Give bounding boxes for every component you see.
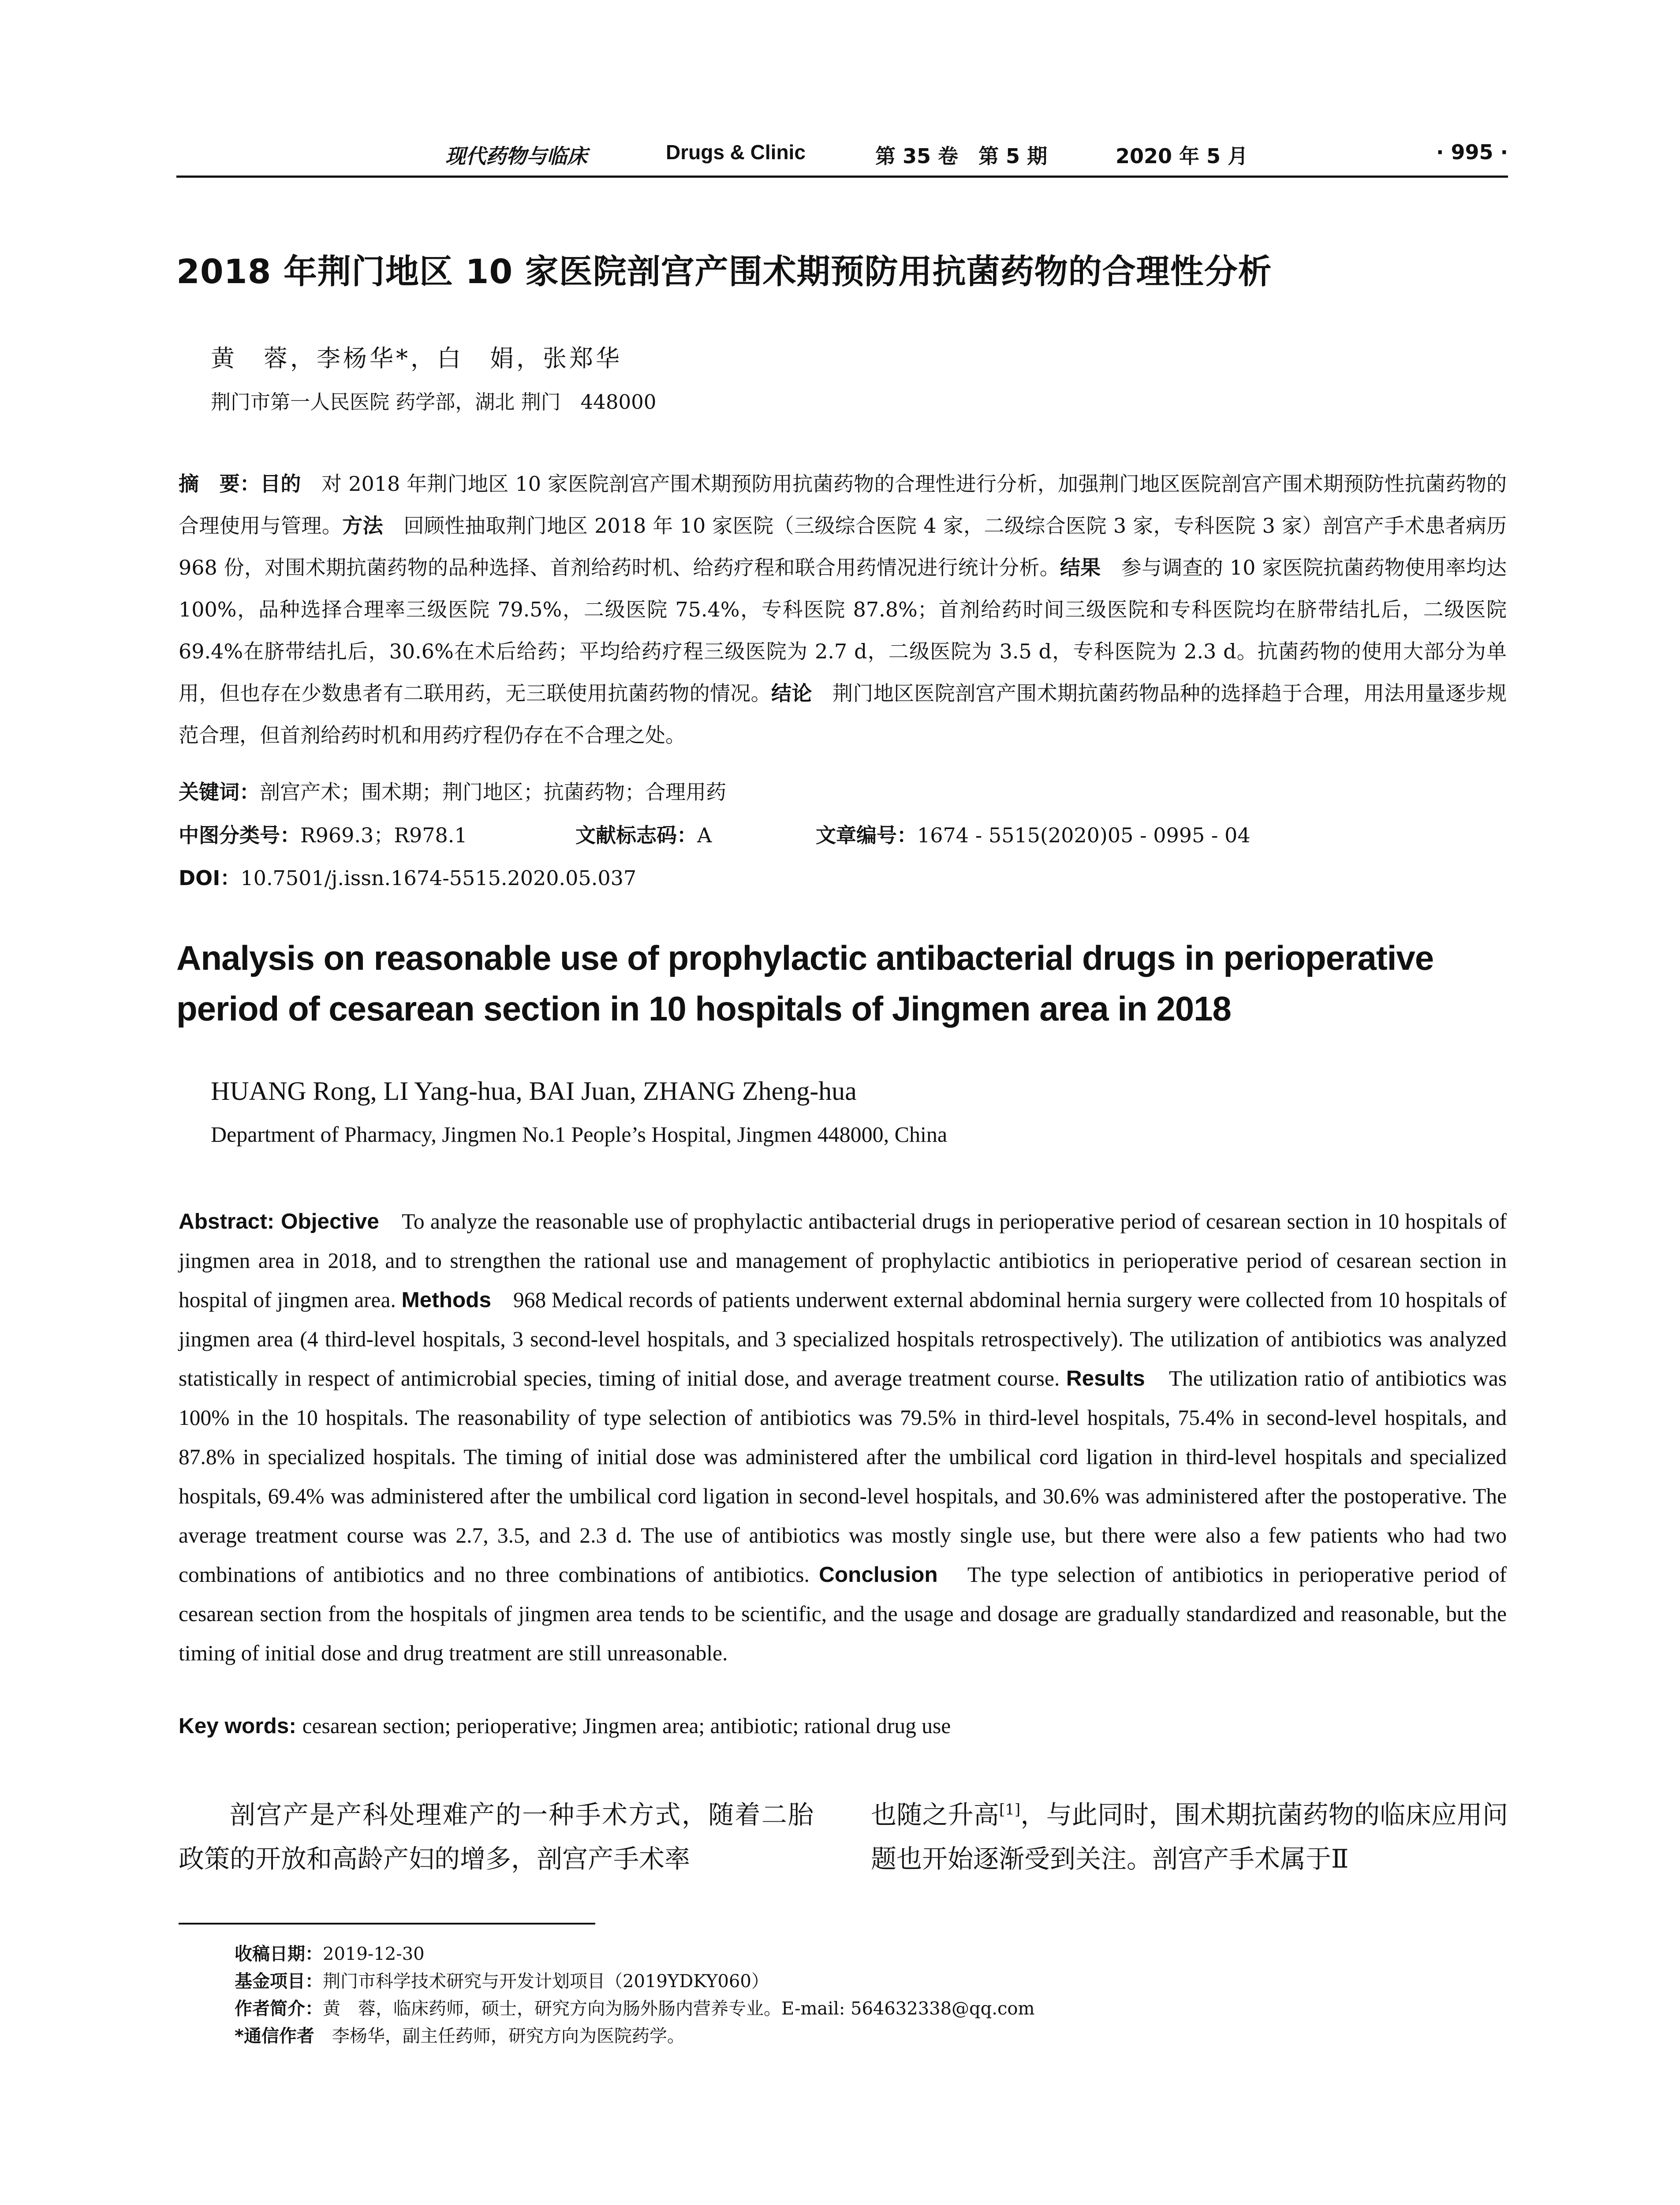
doc-code-value: A	[697, 823, 712, 847]
conclusion-cn-label: 结论	[771, 681, 812, 705]
footnote-fund	[235, 1968, 1034, 1995]
doi-label: DOI：	[179, 866, 241, 890]
abstract-en-label: Abstract:	[179, 1209, 281, 1233]
objective-en-label: Objective	[280, 1209, 379, 1233]
keywords-cn	[179, 776, 726, 805]
keywords-cn-label: 关键词：	[179, 780, 260, 804]
objective-cn-label: 目的	[260, 472, 301, 496]
body-column-right	[871, 1793, 1508, 1881]
footnote-corresponding	[235, 2022, 1034, 2050]
results-cn-label: 结果	[1060, 556, 1101, 579]
doc-code-label: 文献标志码：	[575, 823, 697, 847]
footnote-received	[235, 1940, 1034, 1968]
affiliation-en: Department of Pharmacy, Jingmen No.1 People’s Hospital, Jingmen 448000, China	[211, 1122, 948, 1147]
bio-value: 黄 蓉，临床药师，硕士，研究方向为肠外肠内营养专业。E-mail: 564632338@qq.com	[323, 1999, 1035, 2019]
body-right-text-b: ，与此同时，围术期抗菌药物的临床应用问题也开始逐渐受到关注。剖宫产手术属于Ⅱ	[871, 1800, 1508, 1874]
keywords-en-value: cesarean section; perioperative; Jingmen area; antibiotic; rational drug use	[302, 1714, 951, 1738]
methods-en-label: Methods	[401, 1288, 491, 1312]
affiliation-cn: 荆门市第一人民医院 药学部，湖北 荆门 448000	[211, 390, 657, 414]
issue-date: 2020 年 5 月	[1116, 144, 1248, 168]
methods-en-text: 968 Medical records of patients underwent external abdominal hernia surgery were collected from 10 hospitals of jingmen area (4 third-level hospitals, 3 second-level hospitals, and 3 specialized hospitals retrospectively). The utilization of antibiotics was analyzed statistically in respect of antimicrobial species, timing of initial dose, and average treatment course.	[179, 1288, 1507, 1390]
results-en-label: Results	[1066, 1366, 1145, 1390]
footnote-rule	[179, 1923, 595, 1925]
methods-cn-label: 方法	[342, 514, 384, 538]
authors-en: HUANG Rong, LI Yang-hua, BAI Juan, ZHANG Zheng-hua	[211, 1076, 857, 1106]
doi-value: 10.7501/j.issn.1674-5515.2020.05.037	[240, 866, 637, 890]
article-number	[816, 819, 1251, 848]
corresponding-label: *通信作者	[235, 2026, 314, 2046]
article-number-label: 文章编号：	[816, 823, 917, 847]
footnote-author-bio	[235, 1995, 1034, 2022]
clc-label: 中图分类号：	[179, 823, 300, 847]
running-header	[176, 140, 1508, 171]
keywords-cn-value: 剖宫产术；围术期；荆门地区；抗菌药物；合理用药	[260, 780, 726, 804]
journal-name-en: Drugs & Clinic	[666, 141, 806, 164]
fund-value: 荆门市科学技术研究与开发计划项目（2019YDKY060）	[323, 1971, 769, 1992]
article-number-value: 1674 - 5515(2020)05 - 0995 - 04	[917, 823, 1251, 847]
title-cn: 2018 年荆门地区 10 家医院剖宫产围术期预防用抗菌药物的合理性分析	[176, 252, 1272, 291]
results-cn-text: 参与调查的 10 家医院抗菌药物使用率均达 100%，品种选择合理率三级医院 79.5%，二级医院 75.4%，专科医院 87.8%；首剂给药时间三级医院和专科医院均在脐带结扎后，二级医院 69.4%在脐带结扎后，30.6%在术后给药；平均给药疗程三级医院为 2.7 d，二级医院为 3.5 d，专科医院为 2.3 d。抗菌药物的使用大部分为单用，但也存在少数患者有二联用药，无三联使用抗菌药物的情况。	[179, 556, 1507, 705]
bio-label: 作者简介：	[235, 1999, 323, 2019]
doc-code	[575, 819, 712, 848]
abstract-cn-label: 摘 要：	[179, 472, 261, 496]
conclusion-cn-text: 荆门地区医院剖宫产围术期抗菌药物品种的选择趋于合理，用法用量逐步规范合理，但首剂给药时机和用药疗程仍存在不合理之处。	[179, 681, 1507, 747]
results-en-text: The utilization ratio of antibiotics was 100% in the 10 hospitals. The reasonability of type selection of antibiotics was 79.5% in third-level hospitals, 75.4% in second-level hospitals, and 87.8% in specialized hospitals. The timing of initial dose was administered after the umbilical cord ligation in third-level hospitals and specialized hospitals, 69.4% was administered after the umbilical cord ligation in second-level hospitals, and 30.6% was administered after the postoperative. The average treatment course was 2.7, 3.5, and 2.3 d. The use of antibiotics was mostly single use, but there were also a few patients who had two combinations of antibiotics and no three combinations of antibiotics.	[179, 1366, 1507, 1587]
keywords-en-label: Key words:	[179, 1714, 302, 1738]
doi	[179, 862, 636, 891]
objective-cn-text: 对 2018 年荆门地区 10 家医院剖宫产围术期预防用抗菌药物的合理性进行分析，加强荆门地区医院剖宫产围术期预防性抗菌药物的合理使用与管理。	[179, 472, 1507, 538]
volume-issue: 第 35 卷 第 5 期	[875, 144, 1048, 168]
abstract-cn	[179, 463, 1507, 756]
page-number: · 995 ·	[1436, 140, 1508, 164]
conclusion-en-text: The type selection of antibiotics in perioperative period of cesarean section from the hospitals of jingmen area tends to be scientific, and the usage and dosage are gradually standardized and reasonable, but the timing of initial dose and drug treatment are still unreasonable.	[179, 1562, 1507, 1665]
received-label: 收稿日期：	[235, 1944, 323, 1964]
body-column-left: 剖宫产是产科处理难产的一种手术方式，随着二胎政策的开放和高龄产妇的增多，剖宫产手术率	[179, 1800, 814, 1874]
body-right-text-a: 也随之升高	[871, 1800, 999, 1830]
abstract-en	[179, 1202, 1507, 1673]
objective-en-text: To analyze the reasonable use of prophylactic antibacterial drugs in perioperative period of cesarean section in 10 hospitals of jingmen area in 2018, and to strengthen the rational use and management of prophylactic antibiotics in perioperative period of cesarean section in hospital of jingmen area.	[179, 1209, 1507, 1312]
header-rule	[176, 176, 1508, 178]
conclusion-en-label: Conclusion	[819, 1562, 938, 1587]
clc-number	[179, 819, 467, 848]
corresponding-value: 李杨华，副主任药师，研究方向为医院药学。	[314, 2026, 685, 2046]
received-value: 2019-12-30	[323, 1944, 425, 1964]
clc-value: R969.3；R978.1	[300, 823, 467, 847]
fund-label: 基金项目：	[235, 1971, 323, 1992]
footnotes	[235, 1940, 1034, 2050]
keywords-en	[179, 1713, 951, 1738]
classification-cn	[179, 819, 1507, 846]
title-en: Analysis on reasonable use of prophylactic antibacterial drugs in perioperative period of cesarean section in 10 hospitals of Jingmen area in 2018	[176, 938, 1434, 1028]
journal-name-cn: 现代药物与临床	[445, 144, 587, 168]
methods-cn-text: 回顾性抽取荆门地区 2018 年 10 家医院（三级综合医院 4 家，二级综合医院 3 家，专科医院 3 家）剖宫产手术患者病历 968 份，对围术期抗菌药物的品种选择、首剂给药时机、给药疗程和联合用药情况进行统计分析。	[179, 514, 1507, 579]
authors-cn: 黄 蓉，李杨华*，白 娟，张郑华	[211, 344, 622, 372]
citation-ref[interactable]: [1]	[999, 1801, 1021, 1819]
